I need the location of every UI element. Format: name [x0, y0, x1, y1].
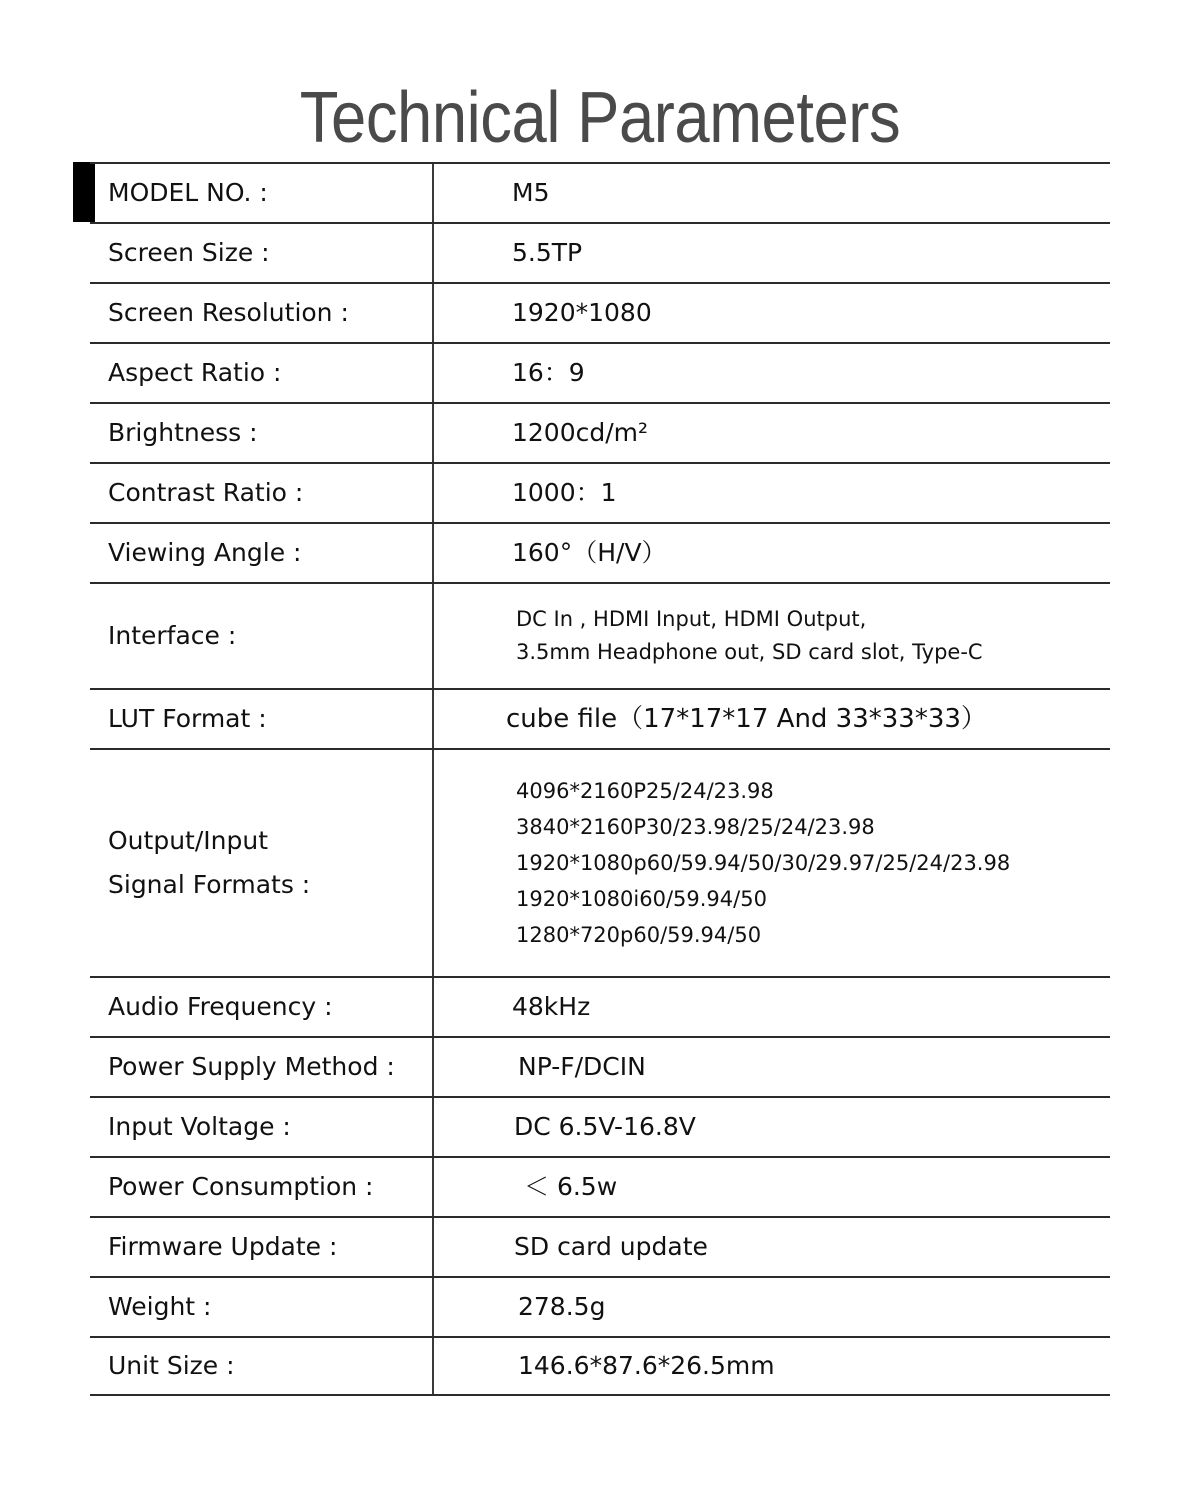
spec-value — [432, 750, 1110, 976]
spec-label — [90, 750, 432, 976]
table-row — [90, 688, 1110, 748]
spec-value: 48kHz — [432, 978, 1110, 1036]
spec-value: 146.6*87.6*26.5mm — [432, 1338, 1110, 1394]
page-title: Technical Parameters — [299, 78, 901, 159]
spec-value-line: 1920*1080p60/59.94/50/30/29.97/25/24/23.98 — [516, 851, 1011, 875]
table-row — [90, 1336, 1110, 1396]
spec-value-line: DC In , HDMI Input, HDMI Output, — [516, 607, 867, 631]
spec-value-line: 3840*2160P30/23.98/25/24/23.98 — [516, 815, 875, 839]
spec-value: 278.5g — [432, 1278, 1110, 1336]
table-row — [90, 462, 1110, 522]
table-row — [90, 1276, 1110, 1336]
spec-value: M5 — [432, 164, 1110, 222]
spec-label: Contrast Ratio : — [108, 478, 304, 507]
spec-label: Power Consumption : — [108, 1172, 374, 1201]
spec-value: 16：9 — [432, 344, 1110, 402]
spec-value-line: 4096*2160P25/24/23.98 — [516, 779, 774, 803]
spec-value: 1000：1 — [432, 464, 1110, 522]
table-row — [90, 222, 1110, 282]
spec-value-line: 1280*720p60/59.94/50 — [516, 923, 762, 947]
spec-value: NP-F/DCIN — [432, 1038, 1110, 1096]
spec-value: 1920*1080 — [432, 284, 1110, 342]
spec-value: SD card update — [432, 1218, 1110, 1276]
spec-label: Input Voltage : — [108, 1112, 291, 1141]
spec-label: Interface : — [108, 621, 237, 650]
spec-value: DC 6.5V-16.8V — [432, 1098, 1110, 1156]
table-row — [90, 1216, 1110, 1276]
spec-label: Aspect Ratio : — [108, 358, 282, 387]
spec-label: Brightness : — [108, 418, 258, 447]
spec-value: cube file（17*17*17 And 33*33*33） — [432, 690, 1110, 748]
table-row — [90, 582, 1110, 688]
spec-label: Power Supply Method : — [108, 1052, 395, 1081]
spec-value-line: 3.5mm Headphone out, SD card slot, Type-C — [516, 640, 983, 664]
table-row — [90, 976, 1110, 1036]
spec-label-line: Signal Formats : — [108, 870, 311, 899]
spec-label: Unit Size : — [108, 1351, 235, 1380]
spec-label: Viewing Angle : — [108, 538, 302, 567]
spec-value: ＜ 6.5w — [432, 1158, 1110, 1216]
table-row — [90, 162, 1110, 222]
spec-label: LUT Format : — [108, 704, 267, 733]
spec-label: Weight : — [108, 1292, 212, 1321]
spec-label: Audio Frequency : — [108, 992, 333, 1021]
table-row — [90, 282, 1110, 342]
table-row — [90, 748, 1110, 976]
spec-label: Screen Resolution : — [108, 298, 349, 327]
table-row — [90, 1096, 1110, 1156]
specifications-table — [90, 162, 1110, 1396]
spec-value: 1200cd/m² — [432, 404, 1110, 462]
spec-value: 5.5TP — [432, 224, 1110, 282]
table-row — [90, 522, 1110, 582]
spec-label: MODEL NO. : — [108, 178, 268, 207]
spec-value — [432, 584, 1110, 688]
spec-value: 160°（H/V） — [432, 524, 1110, 582]
spec-label: Screen Size : — [108, 238, 270, 267]
table-row — [90, 1036, 1110, 1096]
table-row — [90, 402, 1110, 462]
spec-label-line: Output/Input — [108, 826, 268, 855]
spec-label: Firmware Update : — [108, 1232, 338, 1261]
spec-value-line: 1920*1080i60/59.94/50 — [516, 887, 767, 911]
table-row — [90, 1156, 1110, 1216]
table-row — [90, 342, 1110, 402]
